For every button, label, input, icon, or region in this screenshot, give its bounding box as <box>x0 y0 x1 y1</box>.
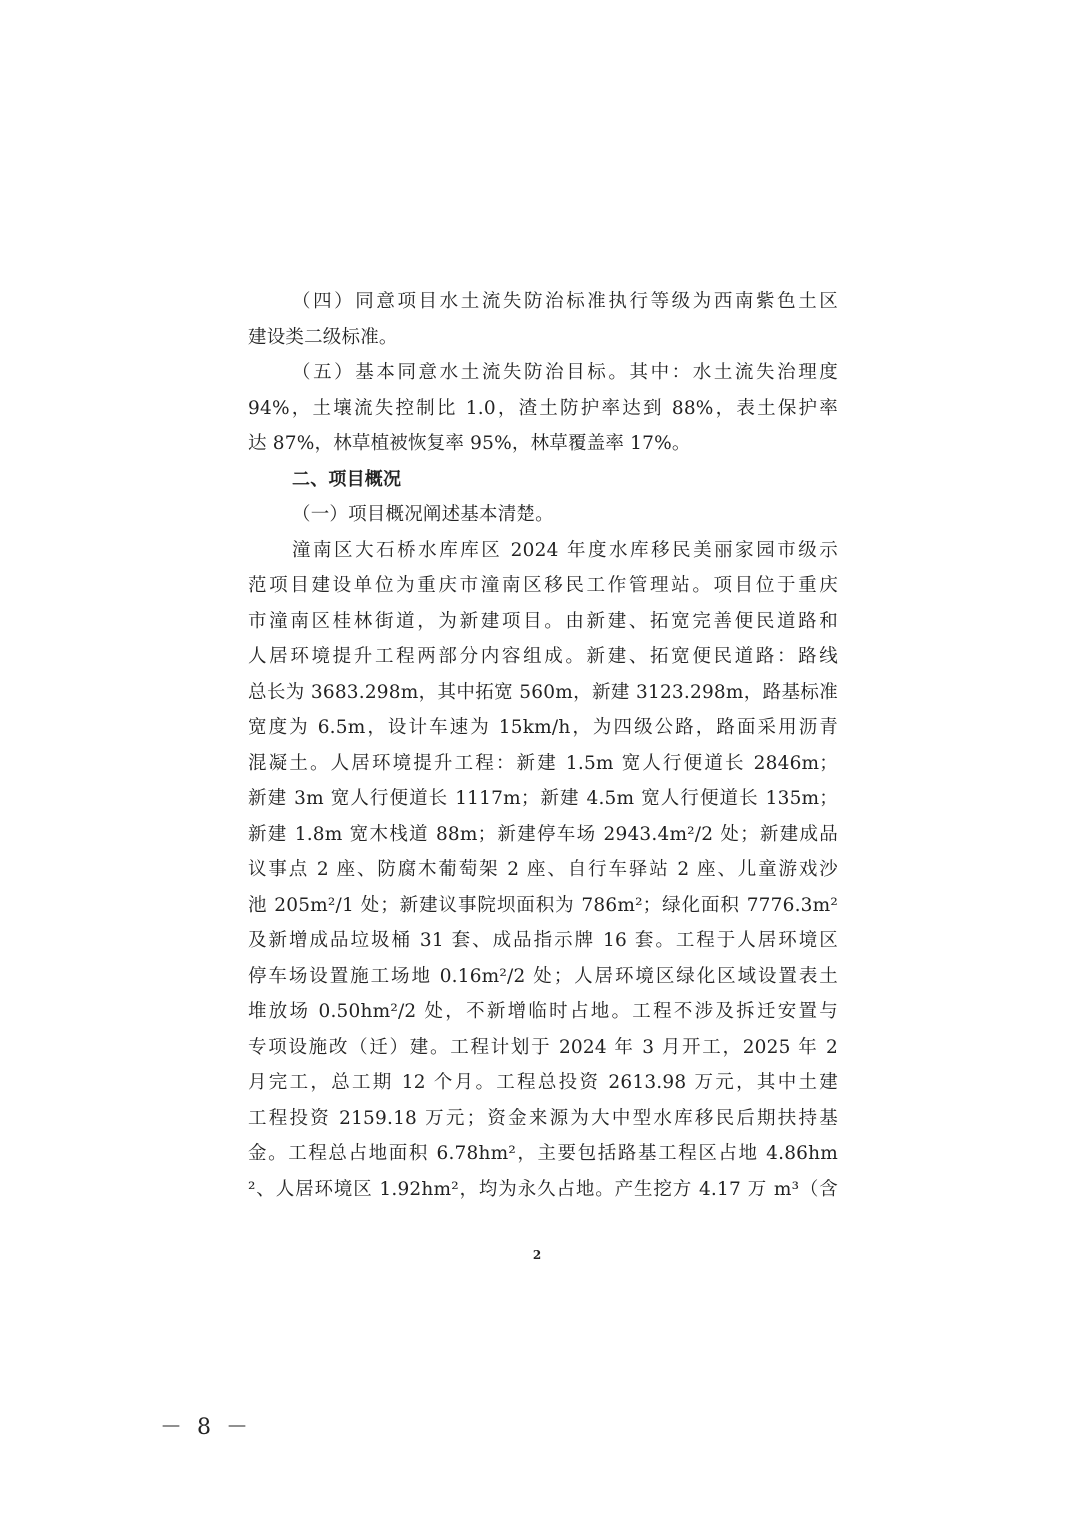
text-line: 达 87%，林草植被恢复率 95%，林草覆盖率 17%。 <box>248 433 691 454</box>
text-line: 总长为 3683.298m，其中拓宽 560m，新建 3123.298m，路基标准 <box>248 681 838 703</box>
text-line: 混凝土。人居环境提升工程：新建 1.5m 宽人行便道长 2846m； <box>248 752 838 774</box>
section-heading: 二、项目概况 <box>292 468 402 490</box>
text-line: 金。工程总占地面积 6.78hm²，主要包括路基工程区占地 4.86hm <box>248 1143 838 1164</box>
text-line: 市潼南区桂林街道，为新建项目。由新建、拓宽完善便民道路和 <box>248 610 838 632</box>
text-line: 潼南区大石桥水库库区 2024 年度水库移民美丽家园市级示 <box>292 539 838 561</box>
text-line: 池 205m²/1 处；新建议事院坝面积为 786m²；绿化面积 7776.3m² <box>248 894 838 916</box>
text-line: 月完工，总工期 12 个月。工程总投资 2613.98 万元，其中土建 <box>248 1072 838 1093</box>
text-line: （五）基本同意水土流失防治目标。其中：水土流失治理度 <box>292 362 838 383</box>
text-line: （一）项目概况阐述基本清楚。 <box>292 504 554 525</box>
text-line: 及新增成品垃圾桶 31 套、成品指示牌 16 套。工程于人居环境区 <box>248 930 838 951</box>
text-line: 议事点 2 座、防腐木葡萄架 2 座、自行车驿站 2 座、儿童游戏沙 <box>248 859 838 880</box>
text-line: 建设类二级标准。 <box>248 326 398 348</box>
text-line: 94%，土壤流失控制比 1.0，渣土防护率达到 88%，表土保护率 <box>248 397 838 419</box>
page-number: 2 <box>532 1248 542 1262</box>
text-line: 人居环境提升工程两部分内容组成。新建、拓宽便民道路：路线 <box>248 646 838 667</box>
text-line: ²、人居环境区 1.92hm²，均为永久占地。产生挖方 4.17 万 m³（含 <box>248 1178 838 1200</box>
text-line: 堆放场 0.50hm²/2 处，不新增临时占地。工程不涉及拆迁安置与 <box>248 1001 838 1022</box>
text-line: 新建 3m 宽人行便道长 1117m；新建 4.5m 宽人行便道长 135m； <box>248 788 838 809</box>
document-body <box>248 284 838 1207</box>
text-line: 专项设施改（迁）建。工程计划于 2024 年 3 月开工，2025 年 2 <box>248 1036 838 1058</box>
text-line: 新建 1.8m 宽木栈道 88m；新建停车场 2943.4m²/2 处；新建成品 <box>248 823 838 845</box>
text-line: （四）同意项目水土流失防治标准执行等级为西南紫色土区 <box>292 291 838 312</box>
text-line: 工程投资 2159.18 万元；资金来源为大中型水库移民后期扶持基 <box>248 1107 838 1129</box>
text-line: 停车场设置施工场地 0.16m²/2 处；人居环境区绿化区域设置表土 <box>248 965 838 987</box>
text-line: 范项目建设单位为重庆市潼南区移民工作管理站。项目位于重庆 <box>248 575 838 596</box>
folio-page-number: － 8 － <box>160 1415 252 1440</box>
text-line: 宽度为 6.5m，设计车速为 15km/h，为四级公路，路面采用沥青 <box>248 717 838 738</box>
